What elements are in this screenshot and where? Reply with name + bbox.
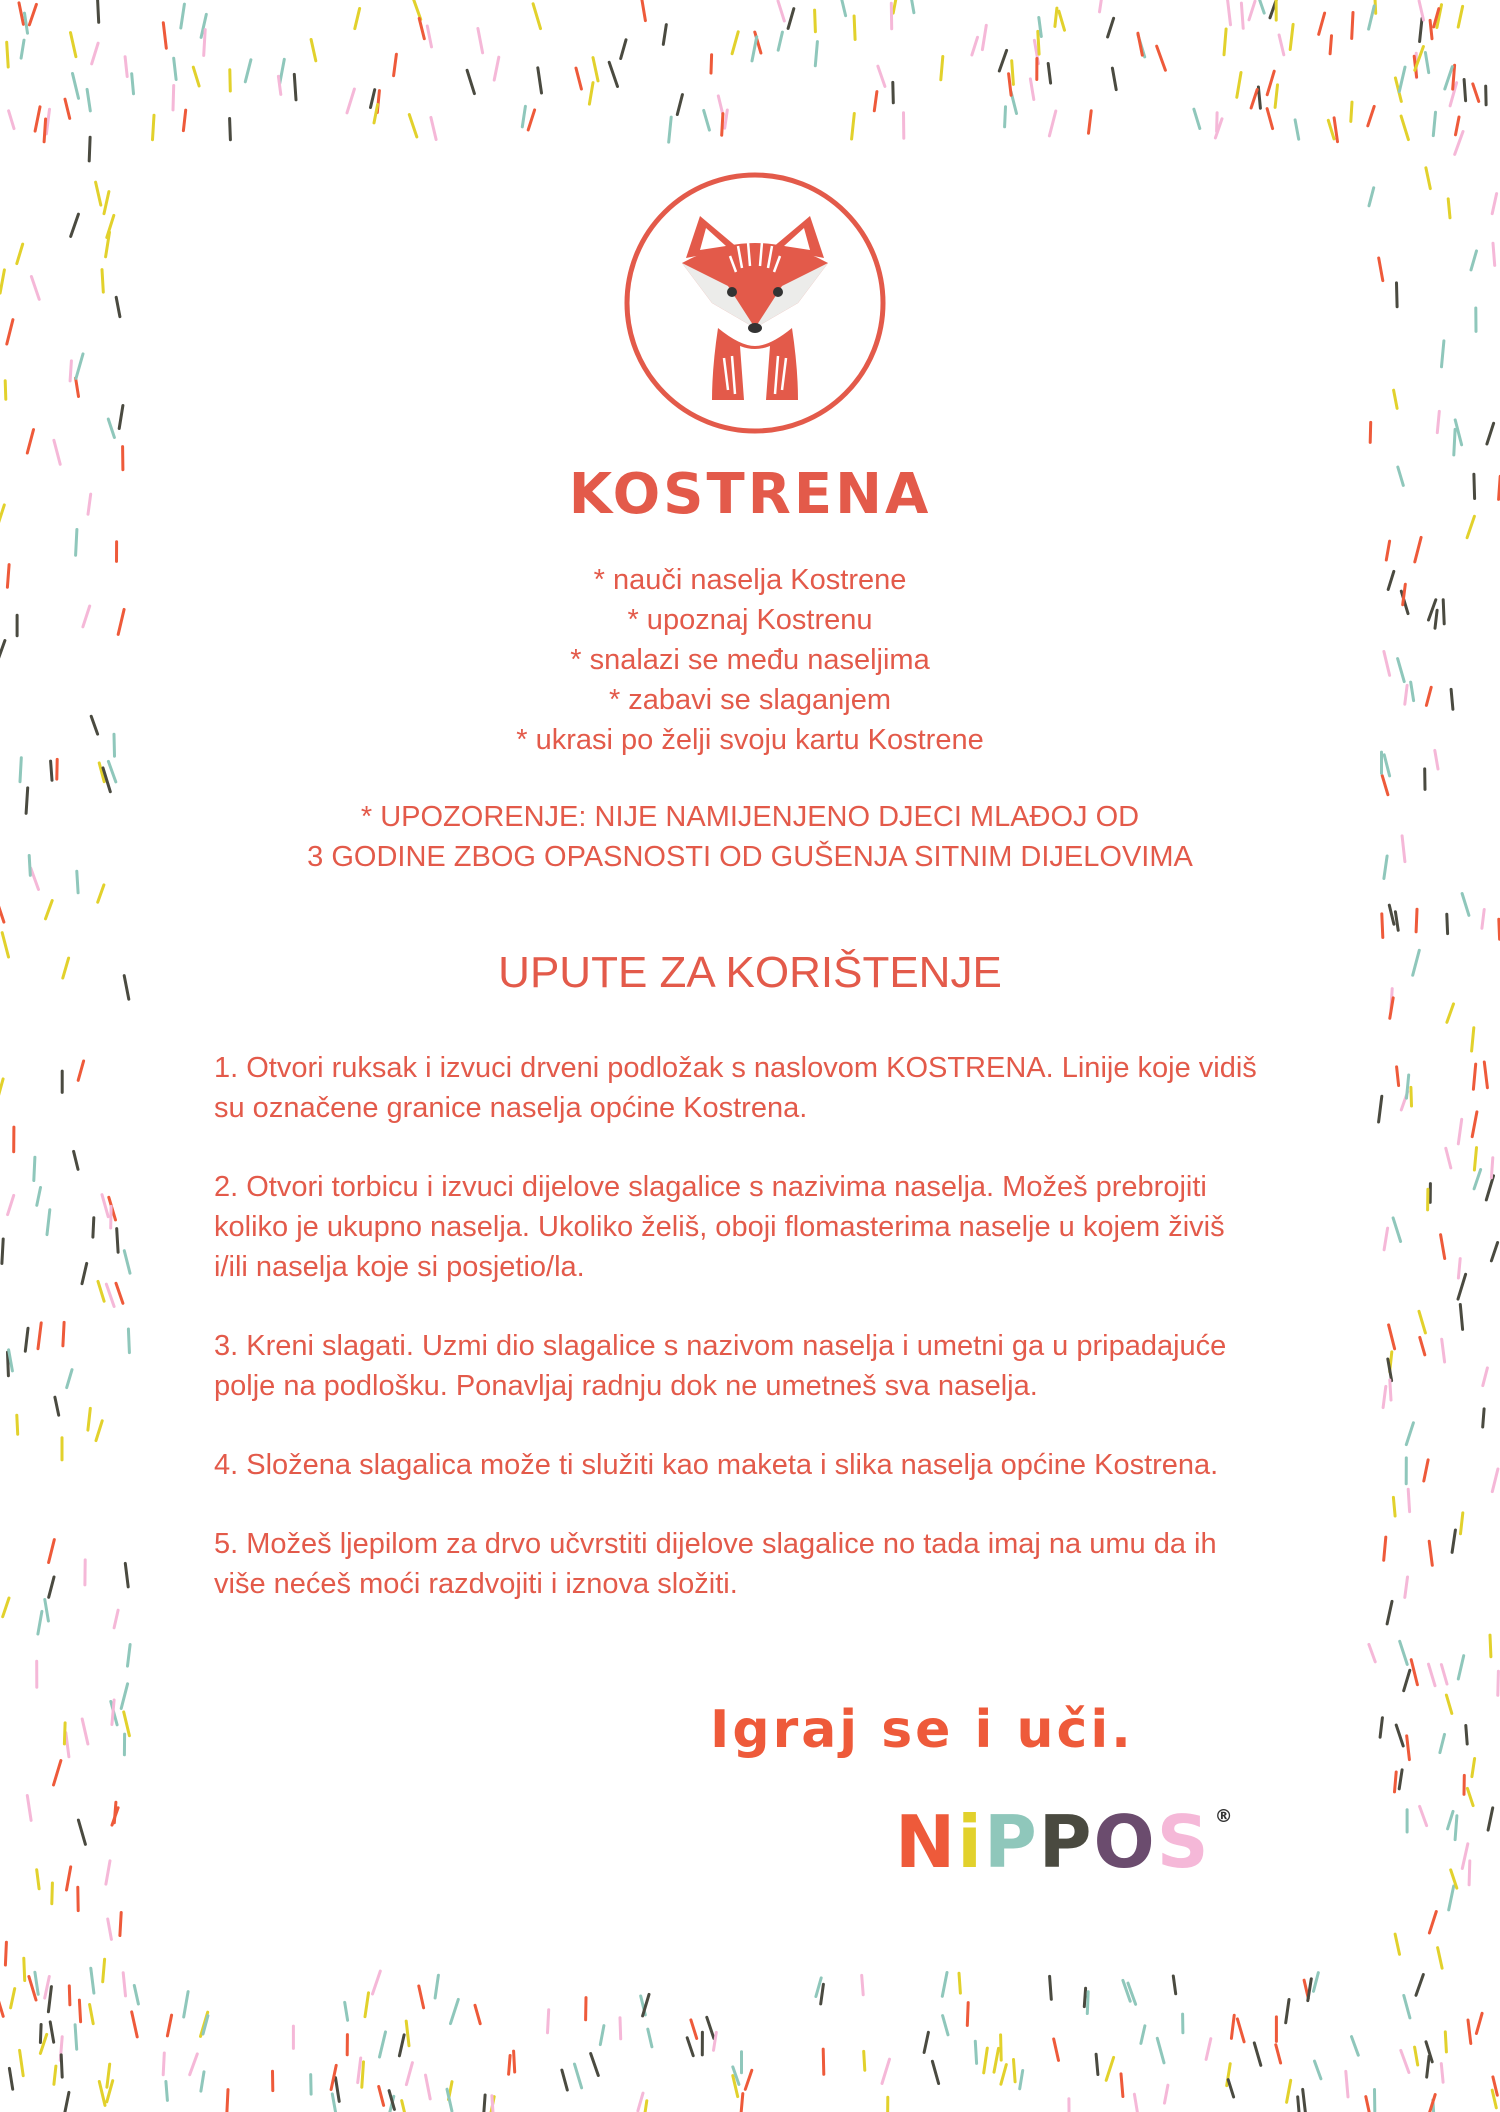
brand-letter: i xyxy=(957,1800,984,1884)
brand-logo xyxy=(895,1800,1235,1884)
page-title: KOSTRENA xyxy=(568,462,932,527)
step-line: 4. Složena slagalica može ti služiti kao maketa i slika naselja općine Kostrena. xyxy=(214,1449,1219,1481)
feature-item: * ukrasi po želji svoju kartu Kostrene xyxy=(516,724,984,756)
instruction-step xyxy=(214,1167,1314,1287)
feature-item: * zabavi se slaganjem xyxy=(608,684,892,716)
warning-line: * UPOZORENJE: NIJE NAMIJENJENO DJECI MLAĐOJ OD xyxy=(360,801,1140,833)
registered-mark: ® xyxy=(1214,1806,1235,1827)
brand-letter: N xyxy=(895,1800,958,1884)
brand-letter: S xyxy=(1156,1800,1211,1884)
feature-item: * snalazi se među naseljima xyxy=(570,644,930,676)
step-line: 2. Otvori torbicu i izvuci dijelove slagalice s nazivima naselja. Možeš prebrojiti xyxy=(214,1171,1207,1203)
brand-letter: O xyxy=(1093,1800,1157,1884)
feature-list xyxy=(0,560,1500,760)
instruction-step xyxy=(214,1326,1314,1406)
instruction-steps xyxy=(214,1048,1314,1643)
fox-icon xyxy=(620,168,890,438)
instructions-title: UPUTE ZA KORIŠTENJE xyxy=(498,948,1002,997)
step-line: koliko je ukupno naselja. Ukoliko želiš, oboji flomasterima naselje u kojem živiš xyxy=(214,1211,1225,1243)
slogan: Igraj se i uči. xyxy=(710,1700,1134,1760)
instruction-step xyxy=(214,1445,1314,1485)
step-line: 1. Otvori ruksak i izvuci drveni podložak s naslovom KOSTRENA. Linije koje vidiš xyxy=(214,1052,1257,1084)
step-line: su označene granice naselja općine Kostrena. xyxy=(214,1092,808,1124)
warning-line: 3 GODINE ZBOG OPASNOSTI OD GUŠENJA SITNIM DIJELOVIMA xyxy=(307,841,1193,873)
step-line: 5. Možeš ljepilom za drvo učvrstiti dijelove slagalice no tada imaj na umu da ih xyxy=(214,1528,1217,1560)
step-line: polje na podlošku. Ponavljaj radnju dok ne umetneš sva naselja. xyxy=(214,1370,1038,1402)
feature-item: * nauči naselja Kostrene xyxy=(593,564,907,596)
feature-item: * upoznaj Kostrenu xyxy=(627,604,873,636)
instruction-step xyxy=(214,1048,1314,1128)
step-line: više nećeš moći razdvojiti i iznova složiti. xyxy=(214,1568,738,1600)
brand-letter: P xyxy=(1038,1800,1094,1884)
fox-logo xyxy=(620,168,890,438)
step-line: 3. Kreni slagati. Uzmi dio slagalice s nazivom naselja i umetni ga u pripadajuće xyxy=(214,1330,1227,1362)
step-line: i/ili naselja koje si posjetio/la. xyxy=(214,1251,585,1283)
instruction-step xyxy=(214,1524,1314,1604)
safety-warning xyxy=(0,797,1500,877)
brand-letter: P xyxy=(983,1800,1039,1884)
